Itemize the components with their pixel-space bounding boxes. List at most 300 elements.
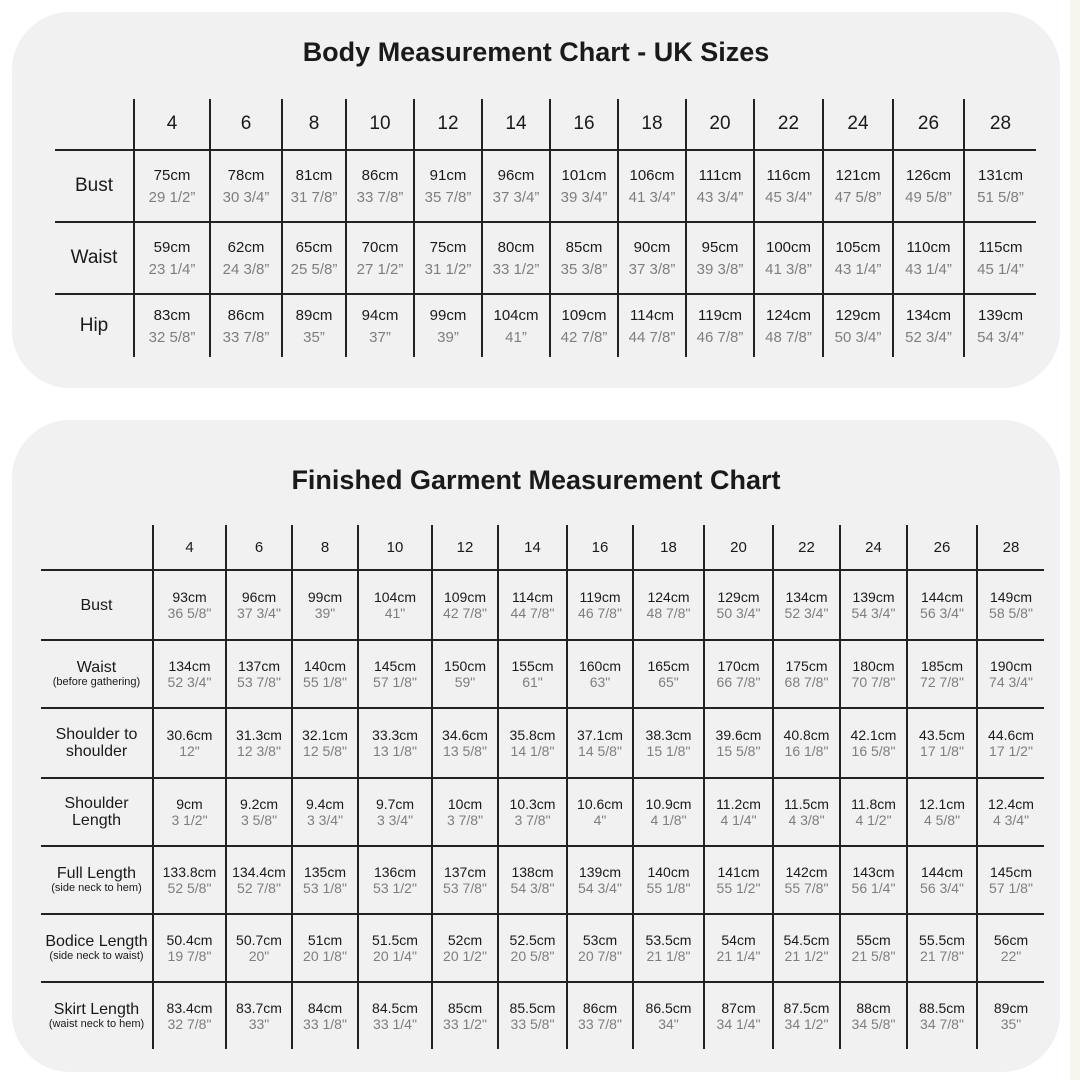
cm-value: 78cm [227, 166, 265, 184]
measurement-cell [840, 778, 907, 846]
inch-value: 33" [248, 1016, 270, 1032]
row-label-text: Shoulder Length [64, 795, 129, 829]
inch-value: 46 7/8" [578, 605, 622, 621]
measurement-cell [618, 222, 686, 294]
inch-value: 33 7/8" [578, 1016, 622, 1032]
measurement-cell [567, 570, 633, 640]
cm-value: 55.5cm [919, 932, 965, 948]
cm-value: 129cm [835, 306, 881, 324]
measurement-cell [773, 914, 840, 982]
cm-value: 101cm [561, 166, 607, 184]
measurement-cell [226, 914, 292, 982]
measurement-cell [226, 708, 292, 778]
inch-value: 58 5/8" [989, 605, 1033, 621]
size-header: 28 [964, 99, 1036, 150]
inch-value: 4 1/4" [720, 812, 757, 828]
inch-value: 57 1/8" [989, 880, 1033, 896]
measurement-cell [633, 778, 704, 846]
inch-value: 50 3/4" [716, 605, 761, 621]
cm-value: 84cm [307, 1000, 343, 1016]
inch-value: 20 1/4" [373, 948, 417, 964]
row-label-text: Shoulder to shoulder [55, 726, 138, 760]
size-header-row [55, 99, 1036, 150]
garment-chart-title: Finished Garment Measurement Chart [291, 465, 781, 495]
measurement-cell [893, 150, 964, 222]
measurement-row [41, 914, 1044, 982]
measurement-cell [633, 708, 704, 778]
measurement-cell [292, 640, 358, 708]
measurement-cell [907, 778, 977, 846]
measurement-cell [773, 982, 840, 1049]
measurement-cell [550, 222, 618, 294]
measurement-row [41, 982, 1044, 1049]
measurement-cell [226, 846, 292, 914]
row-label-text: Bodice Length [45, 933, 148, 950]
cm-value: 50.7cm [236, 932, 282, 948]
inch-value: 65" [658, 674, 679, 690]
size-header: 14 [482, 99, 550, 150]
size-header: 24 [840, 525, 907, 570]
size-header: 18 [633, 525, 704, 570]
cm-value: 143cm [852, 864, 895, 880]
inch-value: 3 7/8" [446, 812, 484, 828]
measurement-cell [226, 982, 292, 1049]
cm-value: 9.2cm [239, 796, 279, 812]
measurement-cell [482, 294, 550, 357]
inch-value: 52 7/8" [237, 880, 281, 896]
garment-measurement-table [41, 525, 1044, 1049]
cm-value: 50.4cm [166, 932, 213, 948]
measurement-cell [134, 222, 210, 294]
size-header: 6 [210, 99, 282, 150]
measurement-cell [550, 150, 618, 222]
inch-value: 29 1/2” [148, 188, 196, 206]
cm-value: 53.5cm [645, 932, 692, 948]
measurement-cell [977, 914, 1044, 982]
measurement-cell [282, 222, 346, 294]
measurement-cell [840, 570, 907, 640]
cm-value: 9cm [176, 796, 203, 812]
inch-value: 3 1/2" [171, 812, 208, 828]
inch-value: 20 1/8" [303, 948, 347, 964]
cm-value: 144cm [920, 589, 964, 605]
inch-value: 25 5/8” [290, 260, 338, 278]
size-header: 12 [414, 99, 482, 150]
cm-value: 119cm [698, 306, 742, 324]
measurement-cell [907, 640, 977, 708]
measurement-cell [633, 570, 704, 640]
size-header: 18 [618, 99, 686, 150]
measurement-cell [226, 778, 292, 846]
inch-value: 37 3/4” [492, 188, 540, 206]
row-label [41, 982, 153, 1049]
row-label-text: Waist [70, 247, 118, 268]
measurement-cell [282, 294, 346, 357]
cm-value: 44.6cm [988, 727, 1034, 743]
inch-value: 4 1/8" [650, 812, 687, 828]
measurement-cell [633, 640, 704, 708]
inch-value: 3 3/4" [376, 812, 414, 828]
inch-value: 37” [369, 328, 391, 346]
measurement-cell [840, 640, 907, 708]
inch-value: 36 5/8" [167, 605, 212, 621]
measurement-cell [432, 846, 498, 914]
row-label-text: Full Length [56, 865, 137, 882]
row-sublabel-text: (side neck to hem) [51, 882, 142, 894]
cm-value: 190cm [989, 658, 1033, 674]
inch-value: 20 7/8" [578, 948, 622, 964]
inch-value: 43 1/4” [834, 260, 882, 278]
inch-value: 37 3/4" [237, 605, 281, 621]
measurement-cell [153, 778, 226, 846]
row-label [55, 294, 134, 357]
inch-value: 37 3/8” [628, 260, 676, 278]
inch-value: 63" [589, 674, 611, 690]
page-edge-strip [1070, 0, 1080, 1080]
inch-value: 4 3/8" [788, 812, 825, 828]
measurement-cell [550, 294, 618, 357]
measurement-cell [773, 708, 840, 778]
inch-value: 33 5/8" [510, 1016, 555, 1032]
cm-value: 35.8cm [509, 727, 556, 743]
size-header: 10 [346, 99, 414, 150]
measurement-cell [432, 640, 498, 708]
inch-value: 41” [505, 328, 527, 346]
inch-value: 21 1/2" [784, 948, 829, 964]
row-label-text: Skirt Length [53, 1001, 140, 1018]
inch-value: 34 1/4" [716, 1016, 761, 1032]
measurement-cell [773, 778, 840, 846]
measurement-cell [153, 708, 226, 778]
measurement-cell [567, 708, 633, 778]
measurement-cell [567, 846, 633, 914]
inch-value: 24 3/8” [222, 260, 270, 278]
cm-value: 52cm [447, 932, 483, 948]
measurement-cell [567, 778, 633, 846]
measurement-row [41, 570, 1044, 640]
inch-value: 54 3/4" [578, 880, 622, 896]
cm-value: 155cm [511, 658, 554, 674]
inch-value: 34 7/8" [920, 1016, 964, 1032]
size-header: 22 [773, 525, 840, 570]
measurement-cell [292, 982, 358, 1049]
measurement-cell [964, 222, 1036, 294]
measurement-cell [704, 982, 773, 1049]
cm-value: 96cm [241, 589, 277, 605]
inch-value: 61" [522, 674, 543, 690]
cm-value: 89cm [993, 1000, 1029, 1016]
measurement-cell [704, 708, 773, 778]
inch-value: 56 1/4" [851, 880, 896, 896]
measurement-cell [358, 846, 432, 914]
cm-value: 85.5cm [509, 1000, 556, 1016]
inch-value: 52 5/8" [167, 880, 212, 896]
measurement-cell [773, 846, 840, 914]
measurement-cell [292, 570, 358, 640]
cm-value: 91cm [429, 166, 467, 184]
cm-value: 37.1cm [577, 727, 623, 743]
inch-value: 52 3/4" [784, 605, 829, 621]
garment-measurement-panel [12, 420, 1060, 1072]
measurement-cell [498, 708, 567, 778]
cm-value: 80cm [497, 238, 535, 256]
row-label-text: Waist [76, 659, 117, 676]
cm-value: 119cm [579, 589, 621, 605]
size-header: 4 [134, 99, 210, 150]
inch-value: 15 1/8" [646, 743, 691, 759]
cm-value: 115cm [978, 238, 1023, 256]
inch-value: 34 5/8" [851, 1016, 896, 1032]
cm-value: 137cm [237, 658, 281, 674]
cm-value: 65cm [295, 238, 333, 256]
inch-value: 70 7/8" [851, 674, 896, 690]
measurement-cell [964, 150, 1036, 222]
inch-value: 33 7/8” [222, 328, 270, 346]
inch-value: 50 3/4” [834, 328, 882, 346]
measurement-cell [754, 150, 823, 222]
cm-value: 116cm [766, 166, 811, 184]
measurement-cell [840, 708, 907, 778]
measurement-cell [346, 222, 414, 294]
inch-value: 54 3/4” [977, 328, 1024, 346]
size-header: 6 [226, 525, 292, 570]
cm-value: 129cm [717, 589, 760, 605]
inch-value: 43 1/4” [905, 260, 952, 278]
measurement-cell [292, 708, 358, 778]
cm-value: 109cm [443, 589, 487, 605]
measurement-cell [907, 982, 977, 1049]
measurement-cell [686, 294, 754, 357]
measurement-cell [346, 294, 414, 357]
inch-value: 20 1/2" [443, 948, 487, 964]
inch-value: 66 7/8" [716, 674, 761, 690]
cm-value: 160cm [578, 658, 622, 674]
size-header-row [41, 525, 1044, 570]
measurement-cell [704, 570, 773, 640]
cm-value: 141cm [717, 864, 760, 880]
cm-value: 86cm [361, 166, 399, 184]
measurement-cell [907, 708, 977, 778]
measurement-cell [226, 570, 292, 640]
measurement-cell [907, 914, 977, 982]
measurement-cell [840, 982, 907, 1049]
inch-value: 21 1/4" [716, 948, 761, 964]
inch-value: 35 7/8” [424, 188, 472, 206]
measurement-cell [498, 914, 567, 982]
inch-value: 56 3/4" [920, 605, 964, 621]
cm-value: 140cm [303, 658, 347, 674]
inch-value: 41 3/8” [765, 260, 812, 278]
cm-value: 144cm [920, 864, 964, 880]
measurement-row [41, 778, 1044, 846]
inch-value: 42 7/8" [443, 605, 487, 621]
inch-value: 48 7/8” [765, 328, 812, 346]
cm-value: 126cm [905, 166, 952, 184]
inch-value: 23 1/4” [148, 260, 196, 278]
cm-value: 110cm [906, 238, 951, 256]
measurement-cell [704, 778, 773, 846]
size-header: 24 [823, 99, 893, 150]
measurement-cell [840, 914, 907, 982]
cm-value: 31.3cm [236, 727, 282, 743]
measurement-cell [210, 150, 282, 222]
inch-value: 72 7/8" [920, 674, 964, 690]
measurement-cell [358, 708, 432, 778]
inch-value: 55 7/8" [784, 880, 829, 896]
row-label-text: Bust [74, 175, 114, 196]
cm-value: 133.8cm [162, 864, 217, 880]
cm-value: 96cm [497, 166, 535, 184]
body-measurement-panel [12, 12, 1060, 388]
inch-value: 32 7/8" [167, 1016, 212, 1032]
inch-value: 3 5/8" [240, 812, 278, 828]
inch-value: 14 1/8" [510, 743, 555, 759]
measurement-cell [153, 982, 226, 1049]
row-sublabel-text: (before gathering) [52, 676, 141, 688]
inch-value: 42 7/8” [560, 328, 608, 346]
inch-value: 30 3/4” [222, 188, 270, 206]
inch-value: 41 3/4” [628, 188, 676, 206]
cm-value: 86cm [227, 306, 265, 324]
cm-value: 9.4cm [305, 796, 345, 812]
size-header: 20 [704, 525, 773, 570]
inch-value: 45 3/4” [765, 188, 812, 206]
measurement-row [41, 708, 1044, 778]
measurement-cell [567, 640, 633, 708]
inch-value: 16 5/8" [851, 743, 896, 759]
measurement-cell [633, 914, 704, 982]
body-measurement-table [55, 99, 1036, 357]
cm-value: 136cm [373, 864, 417, 880]
cm-value: 87.5cm [783, 1000, 830, 1016]
inch-value: 68 7/8" [784, 674, 829, 690]
measurement-cell [686, 222, 754, 294]
size-header: 16 [550, 99, 618, 150]
measurement-row [55, 150, 1036, 222]
measurement-cell [498, 846, 567, 914]
inch-value: 13 5/8" [443, 743, 487, 759]
inch-value: 74 3/4" [989, 674, 1033, 690]
inch-value: 12" [179, 743, 200, 759]
measurement-cell [134, 150, 210, 222]
measurement-cell [358, 778, 432, 846]
inch-value: 33 1/2” [492, 260, 540, 278]
size-header: 22 [754, 99, 823, 150]
cm-value: 53cm [582, 932, 618, 948]
measurement-cell [482, 150, 550, 222]
size-header: 16 [567, 525, 633, 570]
cm-value: 105cm [835, 238, 881, 256]
measurement-cell [823, 150, 893, 222]
cm-value: 134cm [905, 306, 952, 324]
measurement-cell [292, 846, 358, 914]
cm-value: 109cm [561, 306, 607, 324]
measurement-cell [482, 222, 550, 294]
measurement-cell [977, 570, 1044, 640]
cm-value: 86cm [582, 1000, 618, 1016]
cm-value: 124cm [647, 589, 690, 605]
cm-value: 83cm [153, 306, 191, 324]
measurement-cell [704, 846, 773, 914]
inch-value: 44 7/8" [510, 605, 555, 621]
cm-value: 38.3cm [645, 727, 692, 743]
measurement-cell [292, 914, 358, 982]
cm-value: 32.1cm [302, 727, 348, 743]
size-header: 26 [893, 99, 964, 150]
cm-value: 34.6cm [442, 727, 488, 743]
row-label [55, 222, 134, 294]
measurement-cell [977, 846, 1044, 914]
inch-value: 14 5/8" [578, 743, 622, 759]
cm-value: 10.3cm [509, 796, 556, 812]
cm-value: 30.6cm [166, 727, 213, 743]
inch-value: 45 1/4” [977, 260, 1024, 278]
inch-value: 33 7/8” [356, 188, 404, 206]
measurement-cell [210, 222, 282, 294]
inch-value: 53 7/8" [443, 880, 487, 896]
cm-value: 114cm [630, 306, 674, 324]
measurement-cell [414, 150, 482, 222]
cm-value: 40.8cm [783, 727, 830, 743]
inch-value: 17 1/8" [920, 743, 964, 759]
cm-value: 85cm [447, 1000, 483, 1016]
row-label-text: Bust [80, 596, 113, 614]
row-sublabel-text: (waist neck to hem) [48, 1018, 145, 1030]
cm-value: 124cm [765, 306, 812, 324]
measurement-row [41, 640, 1044, 708]
cm-value: 84.5cm [372, 1000, 418, 1016]
inch-value: 56 3/4" [920, 880, 964, 896]
measurement-cell [414, 294, 482, 357]
header-corner [41, 525, 153, 570]
measurement-cell [823, 222, 893, 294]
inch-value: 32 5/8” [148, 328, 196, 346]
measurement-cell [893, 294, 964, 357]
cm-value: 43.5cm [919, 727, 965, 743]
measurement-cell [432, 914, 498, 982]
cm-value: 88cm [856, 1000, 891, 1016]
inch-value: 35 3/8” [560, 260, 608, 278]
cm-value: 139cm [852, 589, 895, 605]
cm-value: 135cm [303, 864, 347, 880]
inch-value: 19 7/8" [167, 948, 212, 964]
inch-value: 34" [658, 1016, 679, 1032]
cm-value: 83.7cm [236, 1000, 282, 1016]
cm-value: 140cm [647, 864, 690, 880]
measurement-cell [153, 570, 226, 640]
measurement-cell [567, 914, 633, 982]
measurement-cell [907, 846, 977, 914]
cm-value: 142cm [785, 864, 828, 880]
measurement-cell [432, 778, 498, 846]
cm-value: 10.9cm [645, 796, 692, 812]
inch-value: 57 1/8" [373, 674, 417, 690]
inch-value: 20" [248, 948, 270, 964]
inch-value: 55 1/2" [716, 880, 761, 896]
measurement-cell [567, 982, 633, 1049]
measurement-row [41, 846, 1044, 914]
measurement-cell [977, 982, 1044, 1049]
cm-value: 59cm [153, 238, 191, 256]
cm-value: 134cm [168, 658, 211, 674]
measurement-row [55, 294, 1036, 357]
header-corner [55, 99, 134, 150]
cm-value: 81cm [295, 166, 333, 184]
cm-value: 165cm [647, 658, 690, 674]
cm-value: 149cm [989, 589, 1033, 605]
row-label [55, 150, 134, 222]
cm-value: 104cm [493, 306, 539, 324]
